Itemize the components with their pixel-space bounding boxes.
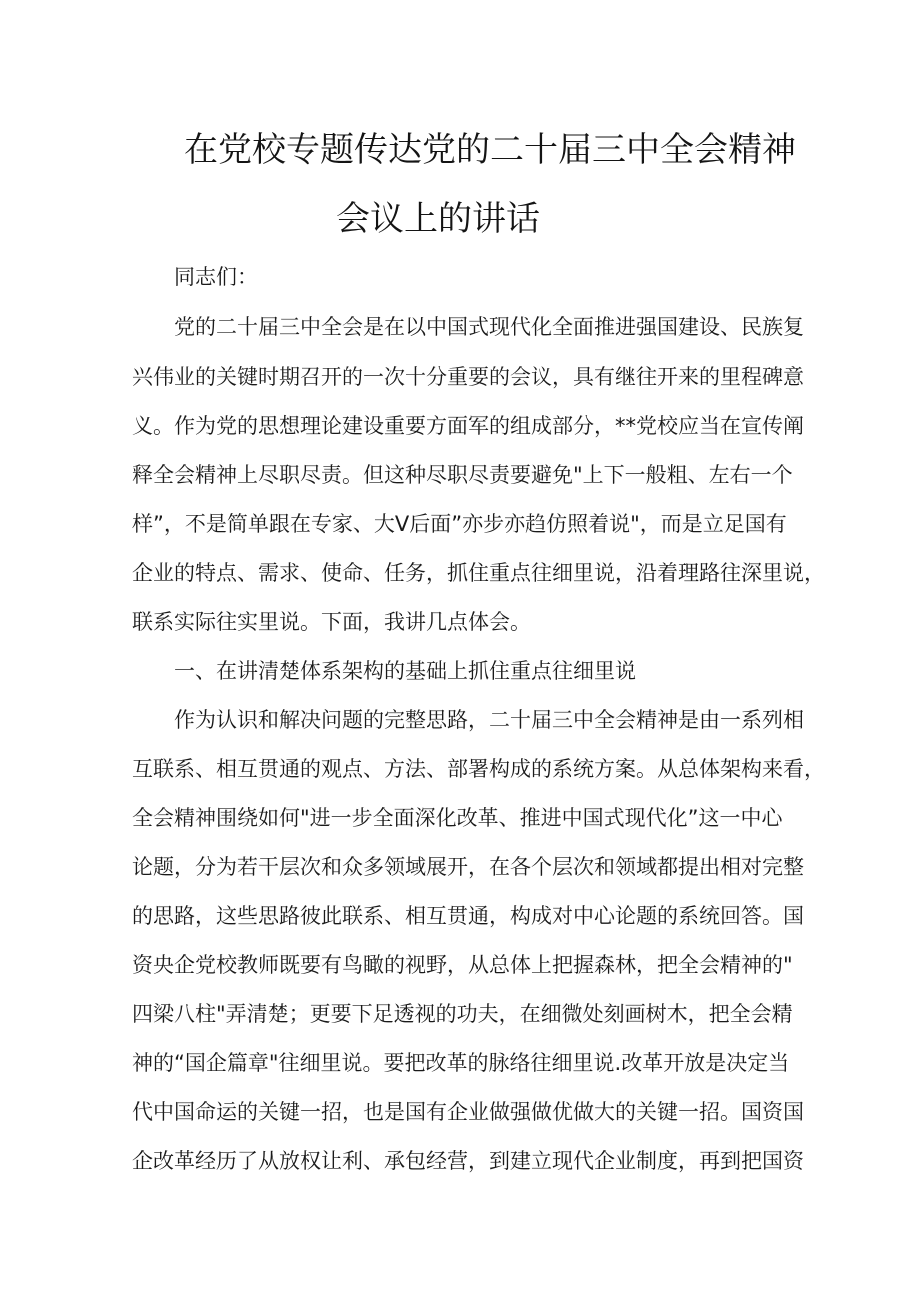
paragraph-text: 资央企党校教师既要有鸟瞰的视野，从总体上把握森林，把全会精神的": [132, 953, 793, 977]
paragraph-text: 释全会精神上尽职尽责。但这种尽职尽责要避免"上下一般粗、左右一个: [132, 463, 793, 487]
paragraph-text: 论题，分为若干层次和众多领域展开，在各个层次和领域都提出相对完整: [132, 855, 804, 879]
paragraph-text: 企改革经历了从放权让利、承包经营，到建立现代企业制度，再到把国资: [132, 1149, 804, 1173]
paragraph-text: 党的二十届三中全会是在以中国式现代化全面推进强国建设、民族复: [174, 315, 804, 339]
paragraph-text: 联系实际往实里说。下面，我讲几点体会。: [132, 610, 531, 634]
salutation: 同志们：: [174, 265, 258, 289]
paragraph-text: 神的“国企篇章"往细里说。要把改革的脉络往细里说.改革开放是决定当: [132, 1051, 790, 1075]
paragraph-text: 作为认识和解决问题的完整思路，二十届三中全会精神是由一系列相: [174, 708, 804, 732]
paragraph-text: 的思路，这些思路彼此联系、相互贯通，构成对中心论题的系统回答。国: [132, 904, 804, 928]
paragraph-text: 义。作为党的思想理论建设重要方面军的组成部分，**党校应当在宣传阐: [132, 414, 804, 438]
paragraph-text: 互联系、相互贯通的观点、方法、部署构成的系统方案。从总体架构来看，: [132, 757, 825, 781]
paragraph-text: 兴伟业的关键时期召开的一次十分重要的会议，具有继往开来的里程碑意: [132, 365, 804, 389]
section-heading: 一、在讲清楚体系架构的基础上抓住重点往细里说: [174, 659, 636, 683]
document-title-line-2: 会议上的讲话: [336, 199, 540, 239]
paragraph-text: 四梁八柱"弄清楚；更要下足透视的功夫，在细微处刻画树木，把全会精: [132, 1002, 793, 1026]
document-title-line-1: 在党校专题传达党的二十届三中全会精神: [184, 130, 796, 170]
paragraph-text: 代中国命运的关键一招，也是国有企业做强做优做大的关键一招。国资国: [132, 1100, 804, 1124]
paragraph-text: 企业的特点、需求、使命、任务，抓住重点往细里说，沿着理路往深里说，: [132, 561, 825, 585]
paragraph-text: 样”，不是简单跟在专家、大V后面”亦步亦趋仿照着说"，而是立足国有: [132, 512, 787, 536]
paragraph-text: 全会精神围绕如何"进一步全面深化改革、推进中国式现代化”这一中心: [132, 806, 783, 830]
